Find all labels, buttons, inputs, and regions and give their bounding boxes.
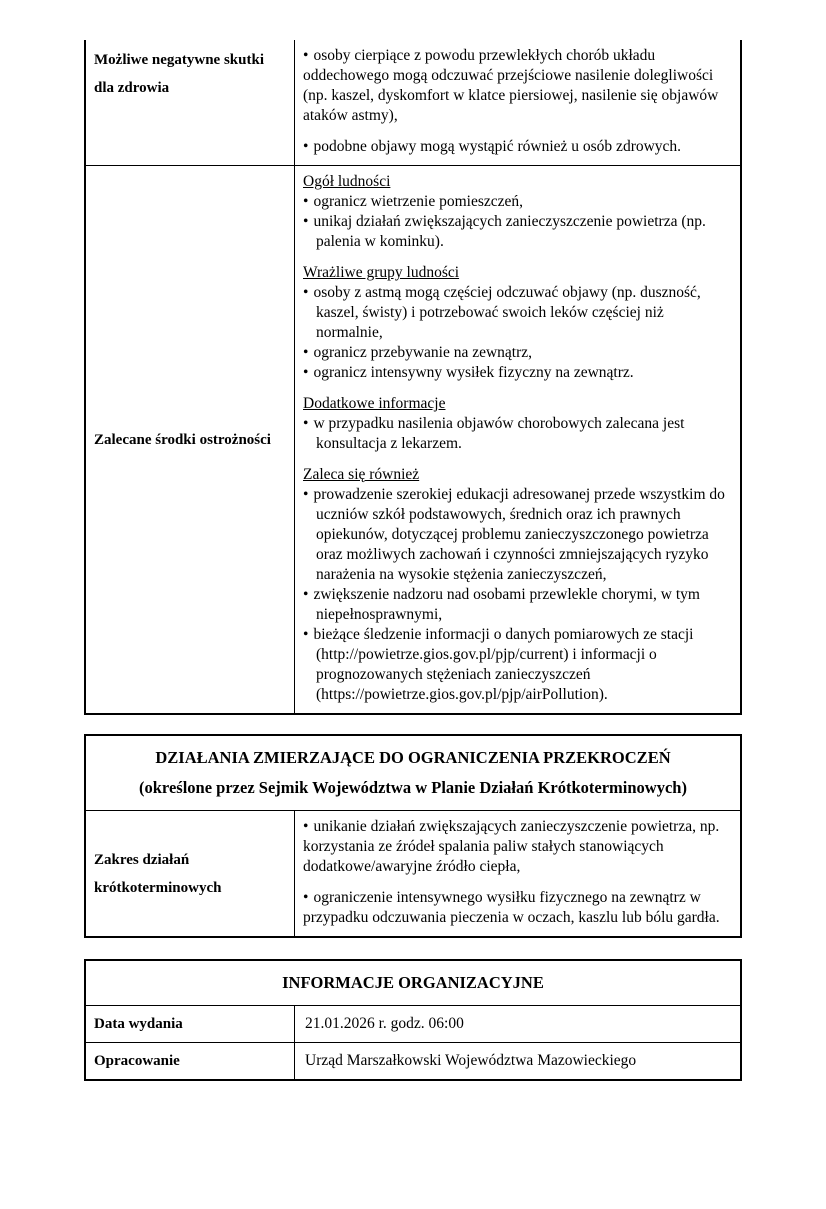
bullet-text: unikaj działań zwiększających zanieczyszczenie powietrza (np. palenia w kominku). (313, 213, 706, 250)
row-label-precautions (86, 166, 295, 713)
section-heading: Dodatkowe informacje (303, 395, 446, 412)
bullet-item (303, 817, 730, 877)
bullet-icon: • (303, 626, 309, 643)
bullet-text: osoby cierpiące z powodu przewlekłych chorób układu oddechowego mogą odczuwać przejściowe nasilenie dolegliwości (np. kaszel, dyskomfort w klatce piersiowej, nasilenie się objawów ataków astmy), (303, 47, 719, 124)
bullet-item (303, 363, 730, 383)
org-table-title: INFORMACJE ORGANIZACYJNE (282, 973, 544, 992)
row-label-issue-date: Data wydania (86, 1006, 295, 1042)
bullet-icon: • (303, 138, 309, 155)
table-row (86, 810, 740, 936)
bullet-icon: • (303, 213, 309, 230)
bullet-icon: • (303, 47, 309, 64)
row-label-health-effects (86, 40, 295, 165)
bullet-text: ogranicz przebywanie na zewnątrz, (313, 344, 533, 361)
health-effects-cell (295, 40, 740, 165)
precaution-section-recommended (303, 465, 730, 705)
prepared-by-value: Urząd Marszałkowski Województwa Mazowieckiego (305, 1052, 637, 1069)
bullet-text: bieżące śledzenie informacji o danych pomiarowych ze stacji (http://powietrze.gios.gov.pl/pjp/current) i informacji o prognozowanych stężeniach zanieczyszczeń (https://powietrze.gios.gov.pl/pjp/airPollution). (313, 626, 694, 703)
bullet-icon: • (303, 284, 309, 301)
actions-scope-cell (295, 811, 740, 936)
bullet-item (303, 585, 730, 625)
bullet-item (303, 212, 730, 252)
bullet-text: unikanie działań zwiększających zanieczyszczenie powietrza, np. korzystania ze źródeł spalania paliw stałych stanowiących dodatkowe/awaryjne źródło ciepła, (303, 818, 720, 875)
bullet-item (303, 343, 730, 363)
bullet-icon: • (303, 344, 309, 361)
health-effects-table (84, 40, 742, 715)
bullet-text: ogranicz intensywny wysiłek fizyczny na zewnątrz. (313, 364, 634, 381)
organizational-info-table (84, 959, 742, 1081)
issue-date-value: 21.01.2026 r. godz. 06:00 (305, 1015, 464, 1032)
bullet-item (303, 414, 730, 454)
bullet-icon: • (303, 889, 309, 906)
bullet-text: osoby z astmą mogą częściej odczuwać objawy (np. duszność, kaszel, świsty) i potrzebować swoich leków częściej niż normalnie, (313, 284, 701, 341)
row-label-actions-scope (86, 811, 295, 936)
bullet-item (303, 192, 730, 212)
precautions-cell (295, 166, 740, 713)
section-heading: Zaleca się również (303, 466, 420, 483)
bullet-item (303, 485, 730, 585)
bullet-icon: • (303, 415, 309, 432)
bullet-text: zwiększenie nadzoru nad osobami przewlekle chorymi, w tym niepełnosprawnymi, (313, 586, 700, 623)
document-page (0, 40, 826, 1209)
bullet-text: ogranicz wietrzenie pomieszczeń, (313, 193, 524, 210)
row-label-prepared-by: Opracowanie (86, 1043, 295, 1079)
actions-title-line2: (określone przez Sejmik Województwa w Planie Działań Krótkoterminowych) (139, 778, 687, 797)
bullet-text: podobne objawy mogą wystąpić również u osób zdrowych. (313, 138, 682, 155)
precaution-section-additional (303, 394, 730, 454)
actions-title-line1: DZIAŁANIA ZMIERZAJĄCE DO OGRANICZENIA PRZEKROCZEŃ (155, 748, 671, 767)
table-row (86, 1005, 740, 1042)
bullet-item (303, 46, 730, 126)
actions-table (84, 734, 742, 938)
bullet-icon: • (303, 486, 309, 503)
bullet-item (303, 137, 730, 157)
bullet-item (303, 625, 730, 705)
precaution-section-sensitive (303, 263, 730, 383)
table-row (86, 165, 740, 713)
row-label-text: Zalecane środki ostrożności (94, 431, 271, 448)
bullet-icon: • (303, 818, 309, 835)
section-heading: Wrażliwe grupy ludności (303, 264, 460, 281)
row-label-text: Możliwe negatywne skutki dla zdrowia (94, 52, 264, 96)
bullet-item (303, 283, 730, 343)
actions-table-title (86, 736, 740, 810)
bullet-text: w przypadku nasilenia objawów chorobowych zalecana jest konsultacja z lekarzem. (313, 415, 685, 452)
precaution-section-general (303, 172, 730, 252)
bullet-item (303, 888, 730, 928)
section-heading: Ogół ludności (303, 173, 391, 190)
row-label-text: Zakres działań krótkoterminowych (94, 851, 222, 896)
bullet-icon: • (303, 193, 309, 210)
bullet-text: ograniczenie intensywnego wysiłku fizycznego na zewnątrz w przypadku odczuwania pieczenia w oczach, kaszlu lub bólu gardła. (303, 889, 720, 926)
bullet-icon: • (303, 364, 309, 381)
bullet-icon: • (303, 586, 309, 603)
table-row (86, 40, 740, 165)
table-row (86, 1042, 740, 1079)
bullet-text: prowadzenie szerokiej edukacji adresowanej przede wszystkim do uczniów szkół podstawowych, średnich oraz ich prawnych opiekunów, dotyczącej problemu zanieczyszczonego powietrza oraz możliwych zachowań i czynności zmniejszających ryzyko narażenia na wysokie stężenia zanieczyszczeń, (313, 486, 725, 583)
